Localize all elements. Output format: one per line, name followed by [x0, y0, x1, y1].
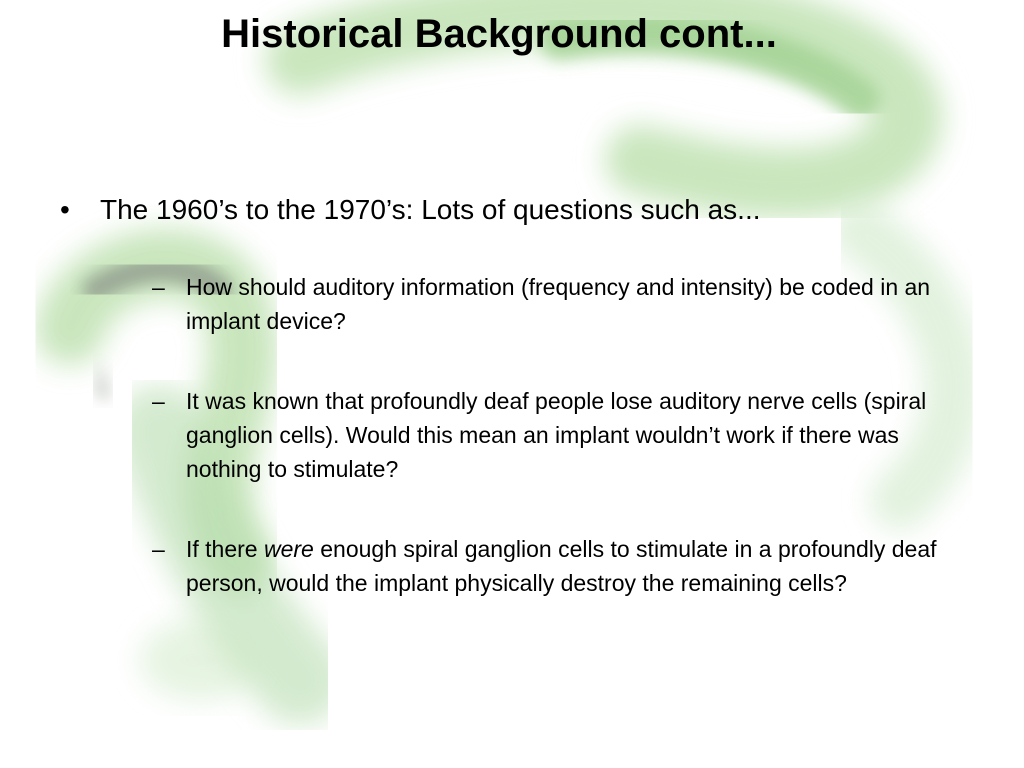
slide-title: Historical Background cont... — [221, 12, 777, 56]
sub-bullet-text: How should auditory information (frequency and intensity) be coded in an implant device? — [186, 274, 931, 334]
main-bullet-text: The 1960’s to the 1970’s: Lots of questions such as... — [100, 194, 761, 225]
sub-bullet — [152, 384, 972, 486]
sub-bullet-text-prefix: If there — [186, 536, 264, 562]
emphasis-text: were — [263, 536, 314, 562]
dash-marker: – — [152, 274, 165, 300]
sub-bullet-text: It was known that profoundly deaf people lose auditory nerve cells (spiral ganglion cells). Would this mean an implant wouldn’t work if there was nothing to stimulate? — [186, 388, 927, 482]
dash-marker: – — [152, 536, 165, 562]
bullet-marker: • — [60, 194, 70, 225]
sub-bullet — [152, 532, 972, 600]
sub-bullet-text-suffix: enough spiral ganglion cells to stimulate in a profoundly deaf person, would the implant physically destroy the remaining cells? — [186, 536, 937, 596]
dash-marker: – — [152, 388, 165, 414]
sub-bullet-list — [152, 270, 972, 600]
sub-bullet — [152, 270, 972, 338]
main-bullet — [60, 190, 980, 600]
bullet-list — [60, 190, 980, 646]
